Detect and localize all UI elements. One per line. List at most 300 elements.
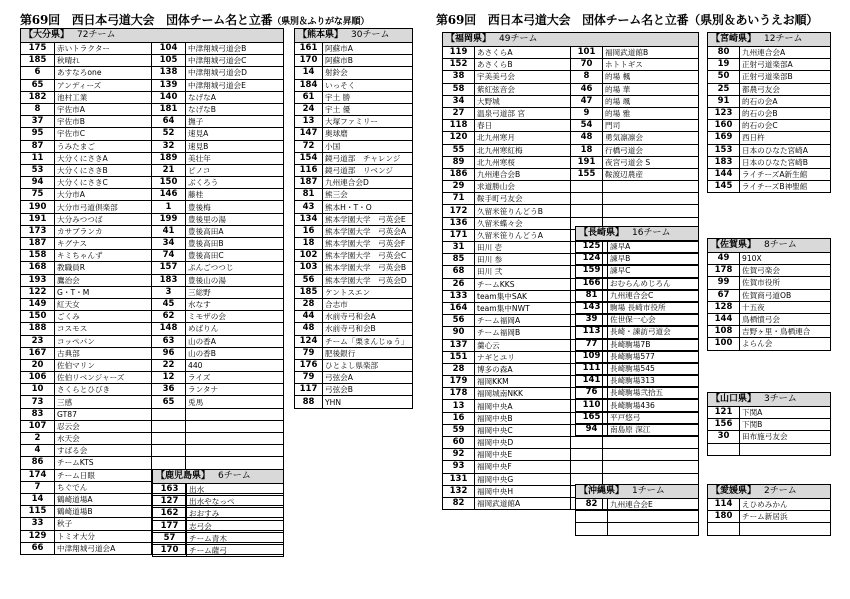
team-name: チーム青木 xyxy=(187,532,284,544)
team-name: チーム日眼 xyxy=(55,469,152,481)
team-row xyxy=(153,532,284,544)
okinawa-team-table xyxy=(575,484,699,536)
stand-number: 14 xyxy=(21,493,55,505)
stand-number: 29 xyxy=(443,181,475,193)
stand-number: 65 xyxy=(21,79,55,91)
empty-cell xyxy=(576,511,608,523)
team-row xyxy=(708,83,831,95)
stand-number: 144 xyxy=(708,313,740,325)
team-name: 福岡中央F xyxy=(475,461,571,473)
team-row xyxy=(708,71,831,83)
team-name: ライチーズA新生館 xyxy=(740,168,831,180)
team-name: 宇佐市C xyxy=(55,128,152,140)
team-name: 豊後山の湯 xyxy=(186,274,284,286)
team-name: おおすみ xyxy=(187,508,284,520)
stand-number: 138 xyxy=(152,67,186,79)
prefecture-header xyxy=(708,393,831,407)
team-name: チーム福岡A xyxy=(475,315,571,327)
empty-cell xyxy=(576,523,608,535)
prefecture-header-row xyxy=(708,239,831,253)
team-name: ごくみ xyxy=(55,311,152,323)
team-name: 鞍手町弓友会 xyxy=(475,193,571,205)
stand-number: 144 xyxy=(708,168,740,180)
team-name: 福岡中央C xyxy=(475,424,571,436)
team-name: 求道勝山会 xyxy=(475,181,571,193)
stand-number: 16 xyxy=(295,225,323,237)
team-name: YHN xyxy=(323,396,413,408)
team-row xyxy=(295,286,413,298)
team-row xyxy=(708,156,831,168)
stand-number: 117 xyxy=(295,384,323,396)
stand-number: 85 xyxy=(443,254,475,266)
stand-number: 74 xyxy=(152,250,186,262)
team-name: 熊本学園大学 弓英会F xyxy=(323,238,413,250)
team-name: 宇美美弓会 xyxy=(475,71,571,83)
stand-number: 171 xyxy=(443,229,475,241)
stand-number: 108 xyxy=(708,326,740,338)
team-row xyxy=(708,253,831,265)
stand-number: 56 xyxy=(443,315,475,327)
team-row xyxy=(295,201,413,213)
team-row xyxy=(708,499,831,511)
stand-number: 82 xyxy=(576,499,608,511)
stand-number: 6 xyxy=(21,67,55,79)
team-row xyxy=(295,396,413,408)
team-name: チームKKS xyxy=(475,278,571,290)
team-row xyxy=(708,144,831,156)
stand-number: 45 xyxy=(152,298,186,310)
team-name: 水天会 xyxy=(55,433,152,445)
team-name: 田川 参 xyxy=(475,254,571,266)
stand-number: 27 xyxy=(443,107,475,119)
team-row xyxy=(443,168,699,180)
team-name: 速見B xyxy=(186,140,284,152)
stand-number: 52 xyxy=(152,128,186,140)
team-row xyxy=(21,347,284,359)
team-row xyxy=(443,95,699,107)
stand-number: 121 xyxy=(708,407,740,419)
stand-number: 53 xyxy=(21,164,55,176)
team-name: 長崎駒場313 xyxy=(608,375,699,387)
stand-number: 70 xyxy=(571,59,603,71)
team-row xyxy=(153,520,284,532)
prefecture-header-row xyxy=(576,485,699,499)
prefecture-header-row xyxy=(21,29,284,43)
stand-number: 20 xyxy=(21,359,55,371)
stand-number: 59 xyxy=(443,424,475,436)
team-name: 中津翔城弓道会B xyxy=(186,43,284,55)
team-name: 教職員R xyxy=(55,262,152,274)
team-count: 2チーム xyxy=(764,486,797,496)
team-name: 都農弓友会 xyxy=(740,83,831,95)
team-name: 熊本学園大学 弓英会E xyxy=(323,213,413,225)
team-name: 九州連合会E xyxy=(608,499,699,511)
team-row xyxy=(443,461,699,473)
stand-number: 28 xyxy=(295,298,323,310)
team-row xyxy=(21,238,284,250)
team-row xyxy=(708,313,831,325)
team-row xyxy=(21,359,284,371)
team-row xyxy=(21,128,284,140)
team-name: 中津翔城弓道会E xyxy=(186,79,284,91)
stand-number: 180 xyxy=(708,511,740,523)
stand-number: 150 xyxy=(21,311,55,323)
prefecture-header xyxy=(153,470,284,484)
stand-number: 113 xyxy=(576,326,608,338)
stand-number: 36 xyxy=(152,384,186,396)
team-name: 大分くにさきA xyxy=(55,152,152,164)
stand-number: 79 xyxy=(295,347,323,359)
team-name: 行橋弓道会 xyxy=(603,144,699,156)
team-row xyxy=(708,326,831,338)
stand-number: 91 xyxy=(708,95,740,107)
team-name: 夜宮弓道会 S xyxy=(603,156,699,168)
team-row xyxy=(576,399,699,411)
stand-number: 95 xyxy=(21,128,55,140)
team-row xyxy=(295,140,413,152)
team-row xyxy=(295,116,413,128)
stand-number: 115 xyxy=(21,506,55,518)
team-name: team集中SAK xyxy=(475,290,571,302)
stand-number: 145 xyxy=(708,181,740,193)
stand-number: 32 xyxy=(152,140,186,152)
stand-number: 99 xyxy=(708,277,740,289)
stand-number: 65 xyxy=(152,396,186,408)
team-row xyxy=(21,140,284,152)
stand-number: 161 xyxy=(295,43,323,55)
stand-number: 166 xyxy=(576,277,608,289)
empty-cell xyxy=(571,437,603,449)
team-row xyxy=(21,201,284,213)
team-name: 奥球磨 xyxy=(323,128,413,140)
team-name: 福岡中央E xyxy=(475,449,571,461)
stand-number: 81 xyxy=(576,289,608,301)
team-name: 大分市弓道倶楽部 xyxy=(55,201,152,213)
stand-number: 186 xyxy=(443,168,475,180)
empty-cell xyxy=(571,181,603,193)
stand-number: 26 xyxy=(443,278,475,290)
team-name: 的石の会A xyxy=(740,95,831,107)
stand-number: 139 xyxy=(152,79,186,91)
stand-number: 94 xyxy=(21,177,55,189)
team-name: 的石の会B xyxy=(740,107,831,119)
saga-team-table xyxy=(707,238,831,351)
stand-number: 182 xyxy=(21,91,55,103)
stand-number: 114 xyxy=(708,499,740,511)
prefecture-header-row xyxy=(708,33,831,47)
stand-number: 55 xyxy=(443,144,475,156)
team-row xyxy=(295,189,413,201)
team-row xyxy=(21,103,284,115)
stand-number: 156 xyxy=(708,419,740,431)
team-name: 肥後銀行 xyxy=(323,347,413,359)
team-name: 的石の会C xyxy=(740,120,831,132)
team-name: なげなA xyxy=(186,91,284,103)
stand-number: 176 xyxy=(295,359,323,371)
team-name: うみたまご xyxy=(55,140,152,152)
team-name: 出水 xyxy=(187,484,284,496)
empty-cell xyxy=(152,420,186,432)
empty-cell xyxy=(186,433,284,445)
stand-number: 10 xyxy=(21,384,55,396)
stand-number: 170 xyxy=(295,55,323,67)
team-row xyxy=(443,83,699,95)
team-name: 合志市 xyxy=(323,298,413,310)
team-name: 諫早A xyxy=(608,241,699,253)
empty-cell xyxy=(186,457,284,469)
team-name: キミちゃんず xyxy=(55,250,152,262)
team-name: 山の香B xyxy=(186,347,284,359)
stand-number: 128 xyxy=(708,301,740,313)
team-row xyxy=(295,177,413,189)
team-row xyxy=(295,347,413,359)
team-name: 久留米笹りんどうA xyxy=(475,229,571,241)
team-name: ちぐでん xyxy=(55,481,152,493)
stand-number: 164 xyxy=(443,302,475,314)
empty-cell xyxy=(571,193,603,205)
team-name: ライチーズB神聖館 xyxy=(740,181,831,193)
stand-number: 83 xyxy=(21,408,55,420)
team-name: チーム新居浜 xyxy=(740,511,831,523)
stand-number: 94 xyxy=(576,423,608,435)
stand-number: 169 xyxy=(708,132,740,144)
stand-number: 148 xyxy=(152,323,186,335)
team-name: 大分市A xyxy=(55,189,152,201)
team-name: カサブランカ xyxy=(55,225,152,237)
prefecture-header xyxy=(708,485,831,499)
stand-number: 140 xyxy=(152,91,186,103)
empty-cell xyxy=(708,523,740,535)
stand-number: 11 xyxy=(21,152,55,164)
team-name: 長崎駒場7B xyxy=(608,338,699,350)
stand-number: 79 xyxy=(295,372,323,384)
stand-number: 137 xyxy=(443,339,475,351)
stand-number: 124 xyxy=(576,253,608,265)
team-name: 十五夜 xyxy=(740,301,831,313)
team-name: さくらとひびき xyxy=(55,384,152,396)
team-row xyxy=(21,152,284,164)
stand-number: 118 xyxy=(443,120,475,132)
stand-number: 58 xyxy=(443,83,475,95)
stand-number: 46 xyxy=(571,83,603,95)
team-row xyxy=(153,496,284,508)
team-name: 熊本学園大学 弓英会A xyxy=(323,225,413,237)
team-name: 紫紅弦音会 xyxy=(475,83,571,95)
team-name: 宇佐市A xyxy=(55,103,152,115)
team-row xyxy=(21,408,284,420)
stand-number: 48 xyxy=(295,323,323,335)
team-row xyxy=(443,71,699,83)
team-row xyxy=(295,335,413,347)
team-name: 長崎・諫訪弓道会 xyxy=(608,326,699,338)
stand-number: 44 xyxy=(295,311,323,323)
team-row xyxy=(708,338,831,350)
team-name: ぷんごつつじ xyxy=(186,262,284,274)
stand-number: 89 xyxy=(443,156,475,168)
team-name: 宇佐市B xyxy=(55,116,152,128)
team-count: 6チーム xyxy=(218,471,251,481)
stand-number: 81 xyxy=(295,189,323,201)
team-name: あすなろone xyxy=(55,67,152,79)
team-name: 大分くにさきC xyxy=(55,177,152,189)
stand-number: 61 xyxy=(295,91,323,103)
team-row xyxy=(443,59,699,71)
team-row xyxy=(21,396,284,408)
team-row xyxy=(576,350,699,362)
team-row xyxy=(708,107,831,119)
stand-number: 150 xyxy=(152,177,186,189)
team-name: 三感 xyxy=(55,396,152,408)
team-name: 長崎駒場545 xyxy=(608,362,699,374)
stand-number: 18 xyxy=(571,144,603,156)
team-name: めばりん xyxy=(186,323,284,335)
team-name: 豊後高田C xyxy=(186,250,284,262)
team-row xyxy=(708,511,831,523)
stand-number: 106 xyxy=(21,372,55,384)
prefecture-header-row xyxy=(295,29,413,43)
team-name: 九州連合会B xyxy=(475,168,571,180)
team-name: 的場 雅 xyxy=(603,107,699,119)
team-name: 福岡中央H xyxy=(475,485,571,497)
stand-number: 16 xyxy=(443,412,475,424)
team-count: 72チーム xyxy=(77,30,116,40)
stand-number: 57 xyxy=(153,532,187,544)
team-name: 日本のひなた宮崎A xyxy=(740,144,831,156)
team-name: 下関B xyxy=(740,419,831,431)
team-name: 駒場 長崎市役所 xyxy=(608,301,699,313)
team-name: 鷹治会 xyxy=(55,274,152,286)
team-row xyxy=(21,177,284,189)
stand-number: 178 xyxy=(443,388,475,400)
stand-number: 189 xyxy=(152,152,186,164)
stand-number: 124 xyxy=(295,335,323,347)
team-name: キグナス xyxy=(55,238,152,250)
team-count: 3チーム xyxy=(764,394,797,404)
team-name: チーム福岡B xyxy=(475,327,571,339)
team-name: 春日 xyxy=(475,120,571,132)
stand-number: 132 xyxy=(443,485,475,497)
team-name: あさくらA xyxy=(475,47,571,59)
team-name: 的場 颯 xyxy=(603,95,699,107)
team-name: 九州連合会C xyxy=(608,289,699,301)
team-name: ひとよし県楽部 xyxy=(323,359,413,371)
team-name: 下関A xyxy=(740,407,831,419)
team-name: 大塚ファミリー xyxy=(323,116,413,128)
team-name: 北九州寒紅梅 xyxy=(475,144,571,156)
team-row xyxy=(576,387,699,399)
empty-cell xyxy=(571,461,603,473)
team-name: 弓弦会B xyxy=(323,384,413,396)
team-name: ミモザの会 xyxy=(186,311,284,323)
stand-number: 185 xyxy=(295,286,323,298)
team-row xyxy=(708,419,831,431)
team-row xyxy=(295,298,413,310)
team-name: 水前寺弓和会A xyxy=(323,311,413,323)
team-row xyxy=(21,91,284,103)
team-row xyxy=(708,95,831,107)
stand-number: 25 xyxy=(708,83,740,95)
empty-row xyxy=(708,523,831,535)
prefecture-header-row xyxy=(576,227,699,241)
team-name: 佐賀市役所 xyxy=(740,277,831,289)
prefecture-name: 【福岡県】 xyxy=(446,34,492,44)
stand-number: 173 xyxy=(21,225,55,237)
team-name: 440 xyxy=(186,359,284,371)
stand-number: 153 xyxy=(708,144,740,156)
team-name: 三総野 xyxy=(186,286,284,298)
stand-number: 47 xyxy=(571,95,603,107)
team-row xyxy=(576,423,699,435)
stand-number: 168 xyxy=(21,262,55,274)
stand-number: 80 xyxy=(708,47,740,59)
stand-number: 175 xyxy=(21,43,55,55)
team-name: 豊後高田A xyxy=(186,225,284,237)
stand-number: 88 xyxy=(295,396,323,408)
team-name: 佐伯リベンジャーズ xyxy=(55,372,152,384)
team-name: 小国 xyxy=(323,140,413,152)
team-row xyxy=(576,289,699,301)
empty-cell xyxy=(186,420,284,432)
prefecture-name: 【長崎県】 xyxy=(579,228,625,238)
team-name: 九州連合会D xyxy=(323,177,413,189)
stand-number: 71 xyxy=(443,193,475,205)
team-name: 弓弦会A xyxy=(323,372,413,384)
team-row xyxy=(708,277,831,289)
stand-number: 60 xyxy=(443,437,475,449)
team-name: 日本のひなた宮崎B xyxy=(740,156,831,168)
stand-number: 38 xyxy=(443,71,475,83)
team-name: 田川 壱 xyxy=(475,242,571,254)
stand-number: 24 xyxy=(295,103,323,115)
stand-number: 133 xyxy=(443,290,475,302)
prefecture-header xyxy=(708,239,831,253)
stand-number: 75 xyxy=(21,189,55,201)
team-name: 撫子 xyxy=(186,116,284,128)
team-name: 九州連合会A xyxy=(740,47,831,59)
team-count: 1チーム xyxy=(632,486,665,496)
stand-number: 37 xyxy=(21,116,55,128)
stand-number: 50 xyxy=(708,71,740,83)
team-row xyxy=(21,274,284,286)
stand-number: 34 xyxy=(443,95,475,107)
stand-number: 120 xyxy=(443,132,475,144)
team-row xyxy=(576,277,699,289)
prefecture-header xyxy=(576,485,699,499)
team-row xyxy=(295,91,413,103)
team-row xyxy=(21,189,284,201)
team-name: 志弓会 xyxy=(187,520,284,532)
stand-number: 63 xyxy=(152,335,186,347)
empty-cell xyxy=(152,457,186,469)
team-name: 紅天女 xyxy=(55,298,152,310)
stand-number: 131 xyxy=(443,473,475,485)
stand-number: 28 xyxy=(443,363,475,375)
ehime-team-table xyxy=(707,484,831,536)
team-row xyxy=(576,253,699,265)
stand-number: 12 xyxy=(152,372,186,384)
prefecture-header xyxy=(576,227,699,241)
team-row xyxy=(708,181,831,193)
team-row xyxy=(295,238,413,250)
empty-row xyxy=(576,523,699,535)
team-name: 藤桂 xyxy=(186,189,284,201)
team-row xyxy=(708,301,831,313)
stand-number: 159 xyxy=(576,265,608,277)
team-name: 的場 楓 xyxy=(603,71,699,83)
prefecture-header-row xyxy=(708,485,831,499)
team-row xyxy=(708,265,831,277)
stand-number: 157 xyxy=(152,262,186,274)
